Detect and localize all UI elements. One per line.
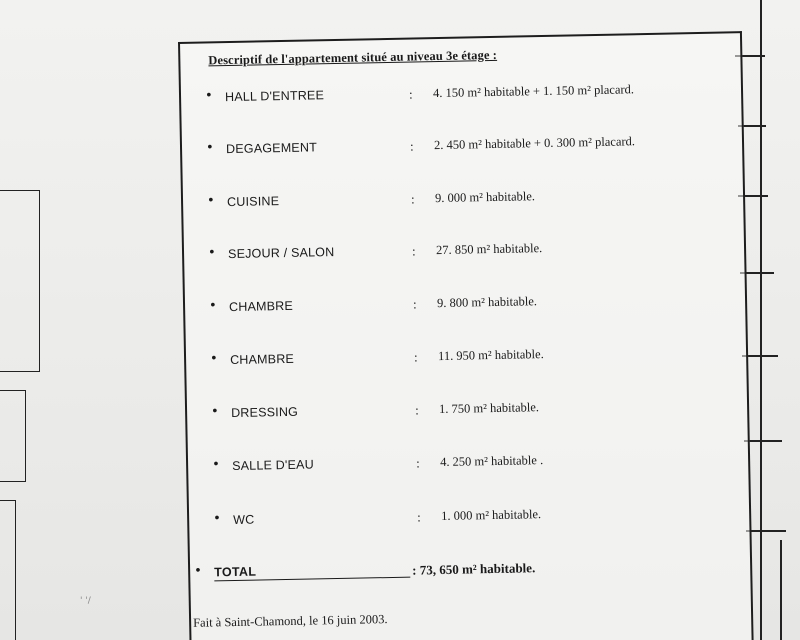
room-name: SEJOUR / SALON <box>227 245 335 262</box>
room-name: CHAMBRE <box>228 298 294 315</box>
list-item <box>185 288 745 319</box>
room-name: HALL D'ENTREE <box>224 88 325 105</box>
total-label: TOTAL <box>214 562 410 582</box>
colon: : <box>409 138 414 154</box>
background-box-left-top <box>0 190 40 372</box>
background-box-left-bottom <box>0 500 16 640</box>
room-name: DRESSING <box>230 404 299 421</box>
list-item <box>181 78 741 109</box>
list-item <box>182 130 742 161</box>
signoff-text: Fait à Saint-Chamond, le 16 juin 2003. <box>193 612 388 630</box>
total-row <box>190 553 750 584</box>
list-item <box>187 394 747 425</box>
background-line-right-vertical <box>760 0 762 640</box>
room-name: DEGAGEMENT <box>225 140 318 157</box>
background-box-left-middle <box>0 390 26 482</box>
area-value: 4. 250 m² habitable . <box>439 453 544 470</box>
colon: : <box>412 296 417 312</box>
colon: : <box>408 86 413 102</box>
bullet: • <box>213 511 221 527</box>
total-value: : 73, 650 m² habitable. <box>412 560 536 578</box>
bullet: • <box>205 140 214 156</box>
list-item <box>183 183 743 214</box>
list-item <box>189 501 749 532</box>
bullet: • <box>194 563 202 579</box>
bullet: • <box>208 298 217 314</box>
bullet: • <box>211 457 220 473</box>
room-name: SALLE D'EAU <box>232 457 314 474</box>
area-value: 27. 850 m² habitable. <box>435 241 543 258</box>
area-value: 4. 150 m² habitable + 1. 150 m² placard. <box>432 82 635 101</box>
colon: : <box>417 509 421 525</box>
document-title: Descriptif de l'appartement situé au niveau 3e étage : <box>208 47 498 68</box>
document-frame <box>178 31 754 640</box>
area-value: 11. 950 m² habitable. <box>437 347 544 364</box>
area-value: 9. 800 m² habitable. <box>436 294 538 311</box>
list-item <box>186 341 746 372</box>
colon: : <box>411 243 416 259</box>
margin-mark: ' '/ <box>80 596 91 606</box>
bullet: • <box>207 245 216 261</box>
bullet: • <box>206 193 215 209</box>
background-line-right-7 <box>746 530 786 532</box>
room-name: WC <box>233 512 255 528</box>
area-value: 1. 000 m² habitable. <box>441 507 542 524</box>
room-name: CUISINE <box>226 194 280 210</box>
room-name: CHAMBRE <box>229 351 295 368</box>
area-value: 9. 000 m² habitable. <box>434 189 536 206</box>
list-item <box>184 235 744 266</box>
bullet: • <box>204 88 213 104</box>
colon: : <box>414 402 419 418</box>
bullet: • <box>209 351 218 367</box>
area-value: 2. 450 m² habitable + 0. 300 m² placard. <box>433 134 636 153</box>
list-item <box>188 447 748 478</box>
colon: : <box>413 349 418 365</box>
colon: : <box>415 455 420 471</box>
background-line-right-8 <box>780 540 782 640</box>
area-value: 1. 750 m² habitable. <box>438 400 540 417</box>
colon: : <box>410 191 415 207</box>
bullet: • <box>210 404 219 420</box>
